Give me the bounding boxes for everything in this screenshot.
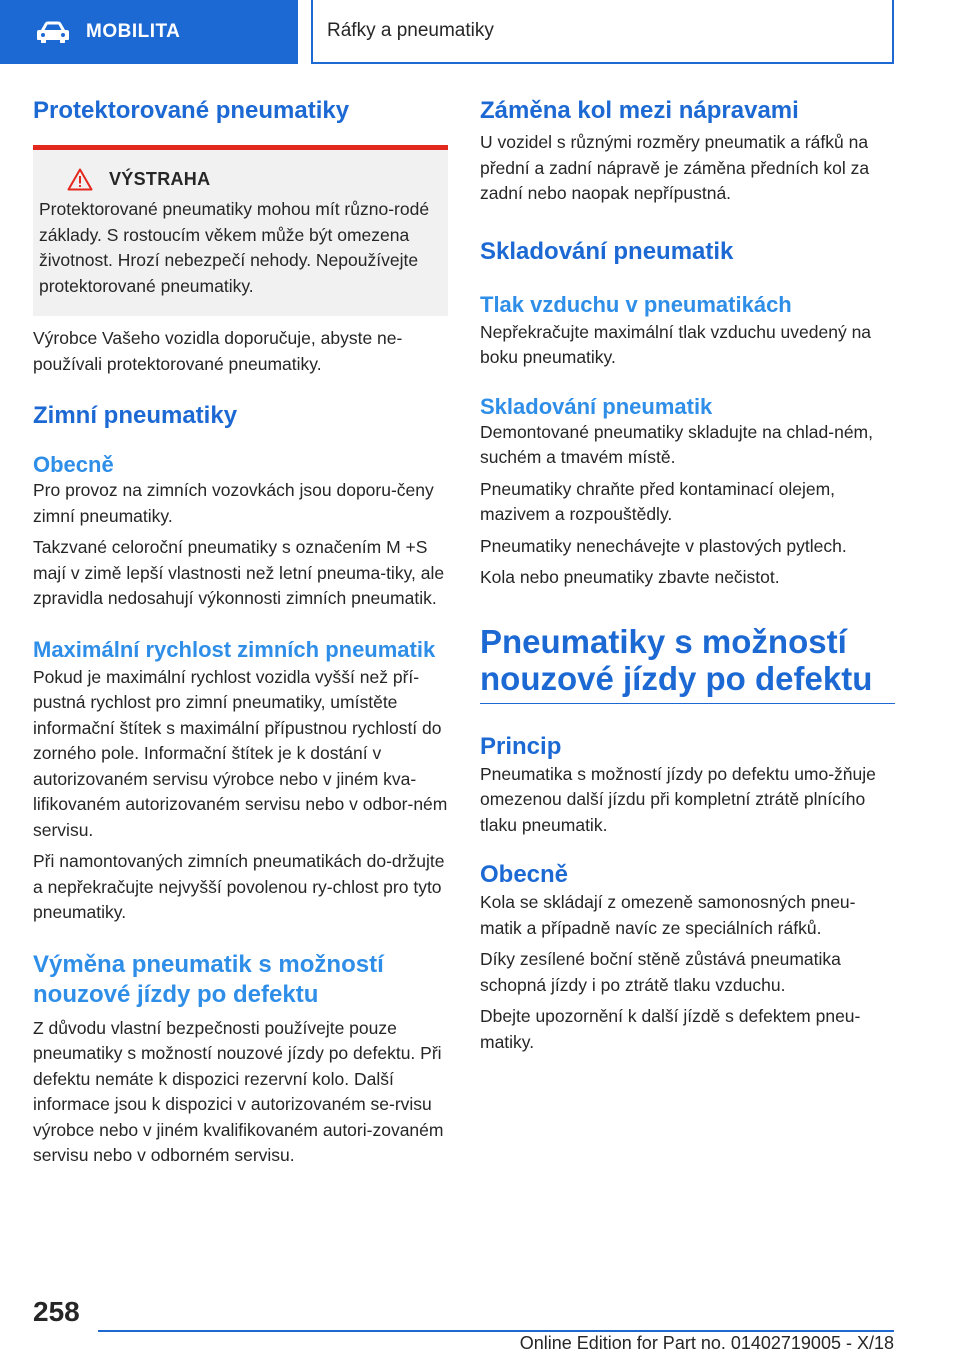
warning-header (39, 168, 440, 191)
warning-box (33, 145, 448, 316)
storage-p2: Pneumatiky chraňte před kontaminací olejem, mazivem a rozpouštědly. (480, 478, 836, 524)
warning-text: Protektorované pneumatiky mohou mít různo‐rodé základy. S rostoucím věkem může být omezena životnost. Hrozí nebezpečí nehody. Nepoužívejte protektorované pneumatiky. (39, 199, 430, 296)
pressure-text: Nepřekračujte maximální tlak vzduchu uvedený na boku pneumatiky. (480, 321, 872, 367)
axle-swap-text: U vozidel s různými rozměry pneumatik a ráfků na přední a zadní nápravě je záměna předních kol za zadní nebo naopak nepřípustná. (480, 132, 870, 203)
footer-divider (98, 1330, 894, 1332)
max-speed-heading: Maximální rychlost zimních pneumatik (33, 636, 436, 662)
max-speed-p2: Při namontovaných zimních pneumatikách do‐držujte a nepřekračujte nejvyšší povolenou ry‐chlost pro tyto pneumatiky. (33, 851, 445, 922)
warning-title: VÝSTRAHA (109, 169, 211, 189)
retread-text: Výrobce Vašeho vozidla doporučuje, abyste ne‐používali protektorované pneumatiky. (33, 328, 403, 374)
pressure-heading: Tlak vzduchu v pneumatikách (480, 291, 792, 317)
runflat-change-text: Z důvodu vlastní bezpečnosti používejte pouze pneumatiky s možností nouzové jízdy po defektu. Při defektu nemáte k dispozici rezervní kolo. Další informace jsou k dispozici v autorizovaném se‐rvisu výrobce nebo v jiném kvalifikovaném autori‐zovaném servisu nebo v odborném servisu. (33, 1017, 444, 1165)
page-number: 258 (33, 1296, 80, 1327)
warning-triangle-icon (67, 168, 93, 191)
winter-general-p2: Takzvané celoroční pneumatiky s označením M +S mají v zimě lepší vlastnosti než letní pneuma‐tiky, ale zpravidla nedosahují výkonnosti zimních pneumatik. (33, 537, 445, 608)
left-column (33, 96, 448, 1169)
footer-edition: Online Edition for Part no. 01402719005 - X/18 (519, 1333, 894, 1353)
principle-text: Pneumatika s možností jízdy po defektu umo‐žňuje omezenou další jízdu při kompletní ztrátě plnícího tlaku pneumatik. (480, 763, 876, 835)
principle-heading: Princip (480, 732, 562, 760)
storage-sub-heading: Skladování pneumatik (480, 393, 713, 419)
max-speed-p1: Pokud je maximální rychlost vozidla vyšší než pří‐pustná rychlost pro zimní pneumatiky, umístěte informační štítek s maximální přípustnou rychlostí do zorného pole. Informační štítek je k dostání v autorizovaném servisu výrobce nebo v jiném kva‐lifikovaném autorizovaném servisu nebo v odbor‐ném servisu. (33, 666, 448, 840)
winter-heading: Zimní pneumatiky (33, 402, 238, 429)
runflat-heading: Pneumatiky s možností nouzové jízdy po defektu (480, 623, 895, 704)
retread-heading: Protektorované pneumatiky (33, 97, 350, 124)
winter-general-heading: Obecně (33, 452, 114, 477)
chapter-header (311, 0, 894, 64)
storage-heading: Skladování pneumatik (480, 237, 734, 265)
section-tab (0, 0, 298, 64)
runflat-general-p1: Kola se skládají z omezeně samonosných pneu‐matik a případně navíc ze speciálních ráfků. (480, 892, 856, 938)
storage-p1: Demontované pneumatiky skladujte na chlad‐ném, suchém a tmavém místě. (480, 421, 873, 467)
storage-p3: Pneumatiky nenechávejte v plastových pytlech. (480, 535, 847, 556)
runflat-general-p2: Díky zesílené boční stěně zůstává pneumatika schopná jízdy i po ztrátě tlaku vzduchu. (480, 949, 841, 995)
runflat-change-heading: Výměna pneumatik s možností nouzové jízdy po defektu (33, 950, 384, 1008)
right-column (480, 96, 895, 1055)
axle-swap-heading: Záměna kol mezi nápravami (480, 97, 799, 124)
section-label: MOBILITA (86, 21, 181, 42)
winter-general-p1: Pro provoz na zimních vozovkách jsou doporu‐čeny zimní pneumatiky. (33, 480, 434, 526)
runflat-general-heading: Obecně (480, 861, 569, 888)
car-icon (36, 20, 70, 44)
runflat-general-p3: Dbejte upozornění k další jízdě s defektem pneu‐matiky. (480, 1006, 861, 1052)
chapter-title: Ráfky a pneumatiky (327, 20, 494, 41)
storage-p4: Kola nebo pneumatiky zbavte nečistot. (480, 567, 780, 587)
